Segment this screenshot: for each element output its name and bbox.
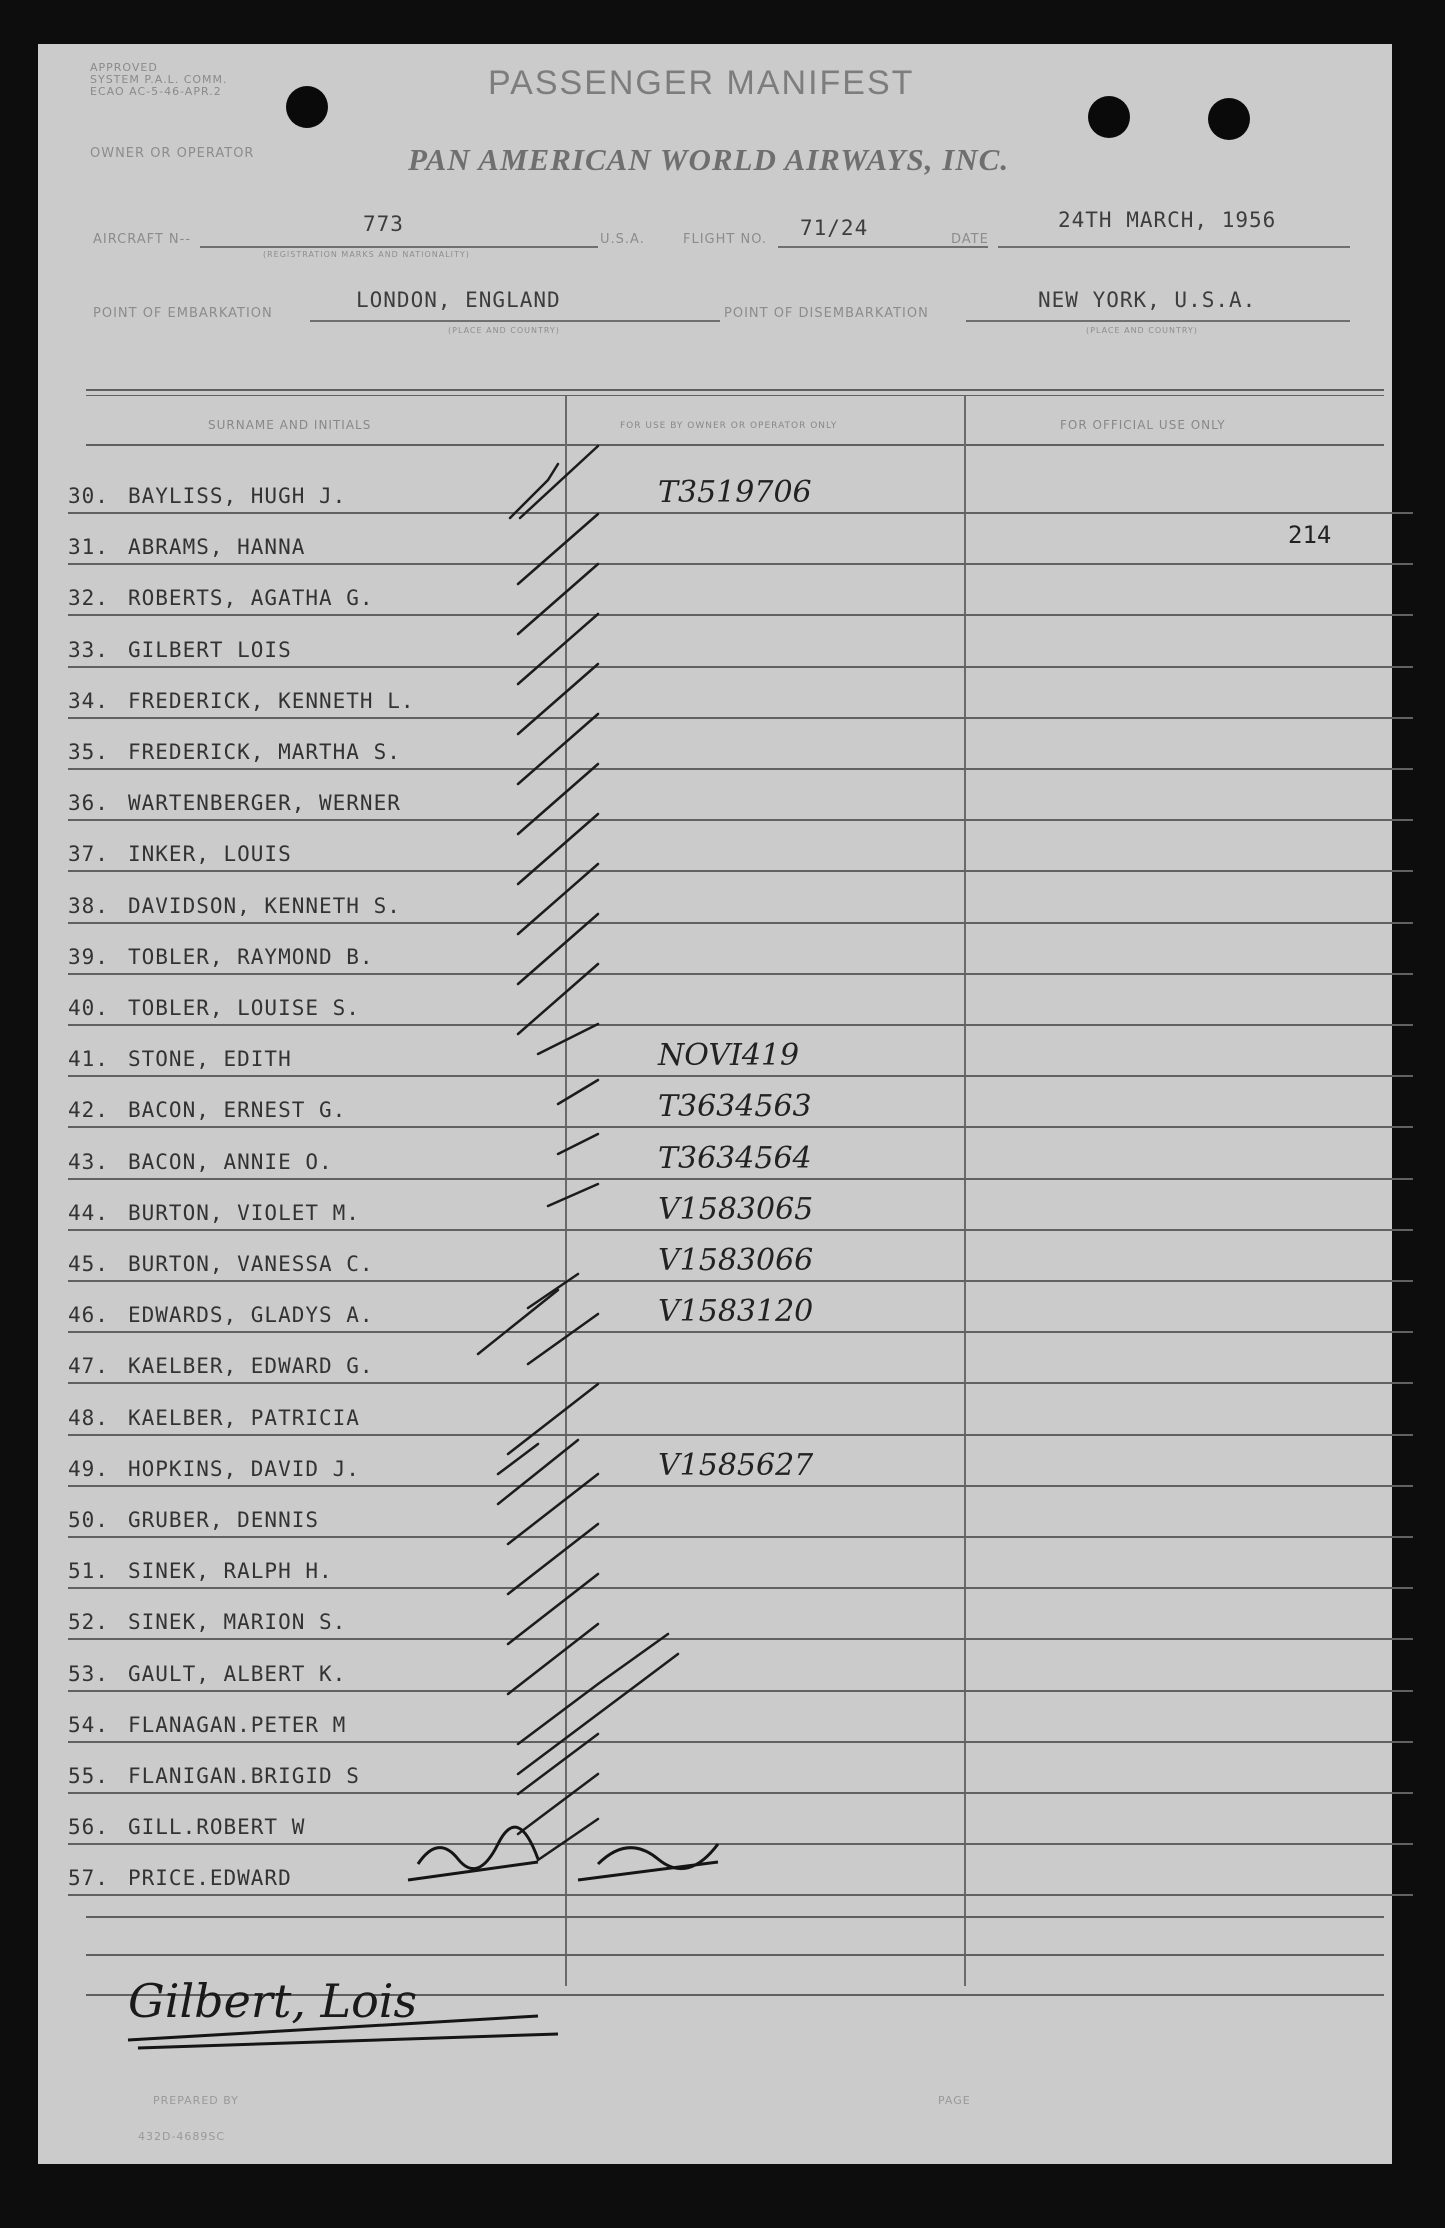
passenger-number: 31. <box>68 535 109 560</box>
passenger-name: BACON, ERNEST G. <box>128 1098 347 1123</box>
passenger-number: 30. <box>68 484 109 508</box>
stamp-line-2: SYSTEM P.A.L. COMM. <box>90 73 228 86</box>
embarkation-value: LONDON, ENGLAND <box>356 288 561 312</box>
passenger-name: DAVIDSON, KENNETH S. <box>128 893 401 918</box>
stamp-line-3: ECAO AC-5-46-APR.2 <box>90 85 222 98</box>
passenger-name: INKER, LOUIS <box>128 842 292 867</box>
aircraft-value: 773 <box>363 212 404 236</box>
passenger-number: 38. <box>68 893 109 918</box>
crossed-out-note: Gilbert, Lois <box>128 1974 418 2028</box>
embarkation-label: POINT OF EMBARKATION <box>93 306 273 321</box>
passenger-name: KAELBER, PATRICIA <box>128 1405 360 1430</box>
ticket-number: V1583066 <box>658 1243 814 1278</box>
passenger-number: 32. <box>68 586 109 611</box>
tick-mark <box>538 1024 598 1054</box>
passenger-number: 45. <box>68 1252 109 1276</box>
ticket-number: NOVI419 <box>658 1038 800 1074</box>
airline-name: PAN AMERICAN WORLD AIRWAYS, INC. <box>408 142 1010 177</box>
manifest-sheet <box>38 44 1392 2164</box>
passenger-number: 37. <box>68 842 109 867</box>
tick-mark <box>498 1440 578 1504</box>
passenger-number: 34. <box>68 688 109 713</box>
official-mark: 214 <box>1288 521 1332 550</box>
passenger-name: FLANAGAN.PETER M <box>128 1712 347 1737</box>
passenger-name: SINEK, RALPH H. <box>128 1559 333 1584</box>
embarkation-caption: (PLACE AND COUNTRY) <box>448 326 560 335</box>
passenger-name: SINEK, MARION S. <box>128 1610 347 1635</box>
tick-mark <box>518 1774 598 1834</box>
disembarkation-label: POINT OF DISEMBARKATION <box>724 306 929 321</box>
strike-line <box>408 1862 538 1880</box>
passenger-name: GILL.ROBERT W <box>128 1815 306 1840</box>
flight-label: FLIGHT NO. <box>683 232 768 247</box>
ticket-number: T3634564 <box>658 1140 812 1176</box>
flight-value: 71/24 <box>800 216 869 240</box>
passenger-name: GILBERT LOIS <box>128 637 292 662</box>
handwritten-marks <box>38 44 1392 2164</box>
prepared-by-label: PREPARED BY <box>153 2094 239 2107</box>
passenger-number: 53. <box>68 1661 109 1686</box>
tick-marks <box>478 446 678 1860</box>
tick-mark <box>508 1384 598 1454</box>
passenger-name: BAYLISS, HUGH J. <box>128 484 347 508</box>
passenger-number: 44. <box>68 1200 109 1225</box>
passenger-number: 51. <box>68 1559 109 1584</box>
passenger-name: FLANIGAN.BRIGID S <box>128 1764 360 1788</box>
passenger-number: 55. <box>68 1764 109 1788</box>
col-head-surname: SURNAME AND INITIALS <box>208 418 372 432</box>
passenger-name: FREDERICK, MARTHA S. <box>128 740 401 764</box>
passenger-number: 42. <box>68 1098 109 1123</box>
tick-mark <box>478 1290 558 1354</box>
page-label: PAGE <box>938 2094 971 2107</box>
passenger-name: TOBLER, LOUISE S. <box>128 996 360 1020</box>
tick-mark <box>548 1184 598 1206</box>
tick-mark <box>520 446 598 518</box>
passenger-name: STONE, EDITH <box>128 1047 292 1072</box>
aircraft-caption: (REGISTRATION MARKS AND NATIONALITY) <box>263 250 470 259</box>
passenger-number: 52. <box>68 1610 109 1635</box>
tick-mark <box>518 1634 668 1744</box>
disembarkation-value: NEW YORK, U.S.A. <box>1038 288 1257 312</box>
passenger-name: GRUBER, DENNIS <box>128 1508 320 1532</box>
stamp-line-1: APPROVED <box>90 61 158 74</box>
form-code: 432D-4689SC <box>138 2130 226 2143</box>
passenger-name: ROBERTS, AGATHA G. <box>128 586 374 611</box>
ticket-number: V1585627 <box>658 1447 814 1483</box>
passenger-name: BACON, ANNIE O. <box>128 1149 333 1174</box>
passenger-name: ABRAMS, HANNA <box>128 535 306 560</box>
strike-marks <box>128 1827 718 2048</box>
passenger-number: 36. <box>68 791 109 816</box>
owner-label: OWNER OR OPERATOR <box>90 146 255 161</box>
tick-mark <box>538 1819 598 1860</box>
passenger-name: EDWARDS, GLADYS A. <box>128 1303 374 1328</box>
passenger-number: 48. <box>68 1405 109 1430</box>
passenger-number: 54. <box>68 1712 109 1737</box>
ticket-number: V1583065 <box>658 1191 814 1227</box>
usa-label: U.S.A. <box>600 232 645 247</box>
passenger-number: 40. <box>68 996 109 1020</box>
passenger-number: 57. <box>68 1866 109 1891</box>
passenger-name: HOPKINS, DAVID J. <box>128 1456 360 1481</box>
passenger-number: 46. <box>68 1303 109 1328</box>
passenger-number: 56. <box>68 1815 109 1840</box>
passenger-name: PRICE.EDWARD <box>128 1866 292 1891</box>
passenger-number: 43. <box>68 1149 109 1174</box>
tick-mark <box>558 1080 598 1104</box>
tick-mark <box>518 1654 678 1774</box>
passenger-name: BURTON, VIOLET M. <box>128 1200 360 1225</box>
passenger-number: 35. <box>68 740 109 764</box>
passenger-name: TOBLER, RAYMOND B. <box>128 944 374 969</box>
ticket-number: V1583120 <box>658 1294 814 1330</box>
form-title: PASSENGER MANIFEST <box>488 64 915 102</box>
tick-mark <box>528 1274 578 1308</box>
passenger-number: 47. <box>68 1354 109 1379</box>
ticket-number: T3519706 <box>658 475 812 510</box>
passenger-number: 50. <box>68 1508 109 1532</box>
passenger-number: 39. <box>68 944 109 969</box>
passenger-name: FREDERICK, KENNETH L. <box>128 688 415 713</box>
passenger-number: 49. <box>68 1456 109 1481</box>
passenger-number: 41. <box>68 1047 109 1072</box>
tick-mark <box>558 1134 598 1154</box>
col-head-official: FOR OFFICIAL USE ONLY <box>1060 418 1226 432</box>
date-value: 24TH MARCH, 1956 <box>1058 208 1277 232</box>
tick-mark <box>498 1444 538 1474</box>
disembarkation-caption: (PLACE AND COUNTRY) <box>1086 326 1198 335</box>
tick-mark <box>528 1314 598 1364</box>
col-head-owner: FOR USE BY OWNER OR OPERATOR ONLY <box>620 421 838 431</box>
date-label: DATE <box>951 232 989 247</box>
passenger-name: GAULT, ALBERT K. <box>128 1661 347 1686</box>
passenger-number: 33. <box>68 637 109 662</box>
aircraft-label: AIRCRAFT N-- <box>93 232 192 247</box>
ticket-number: T3634563 <box>658 1089 812 1125</box>
passenger-name: BURTON, VANESSA C. <box>128 1252 374 1276</box>
passenger-name: KAELBER, EDWARD G. <box>128 1354 374 1379</box>
passenger-name: WARTENBERGER, WERNER <box>128 791 401 816</box>
